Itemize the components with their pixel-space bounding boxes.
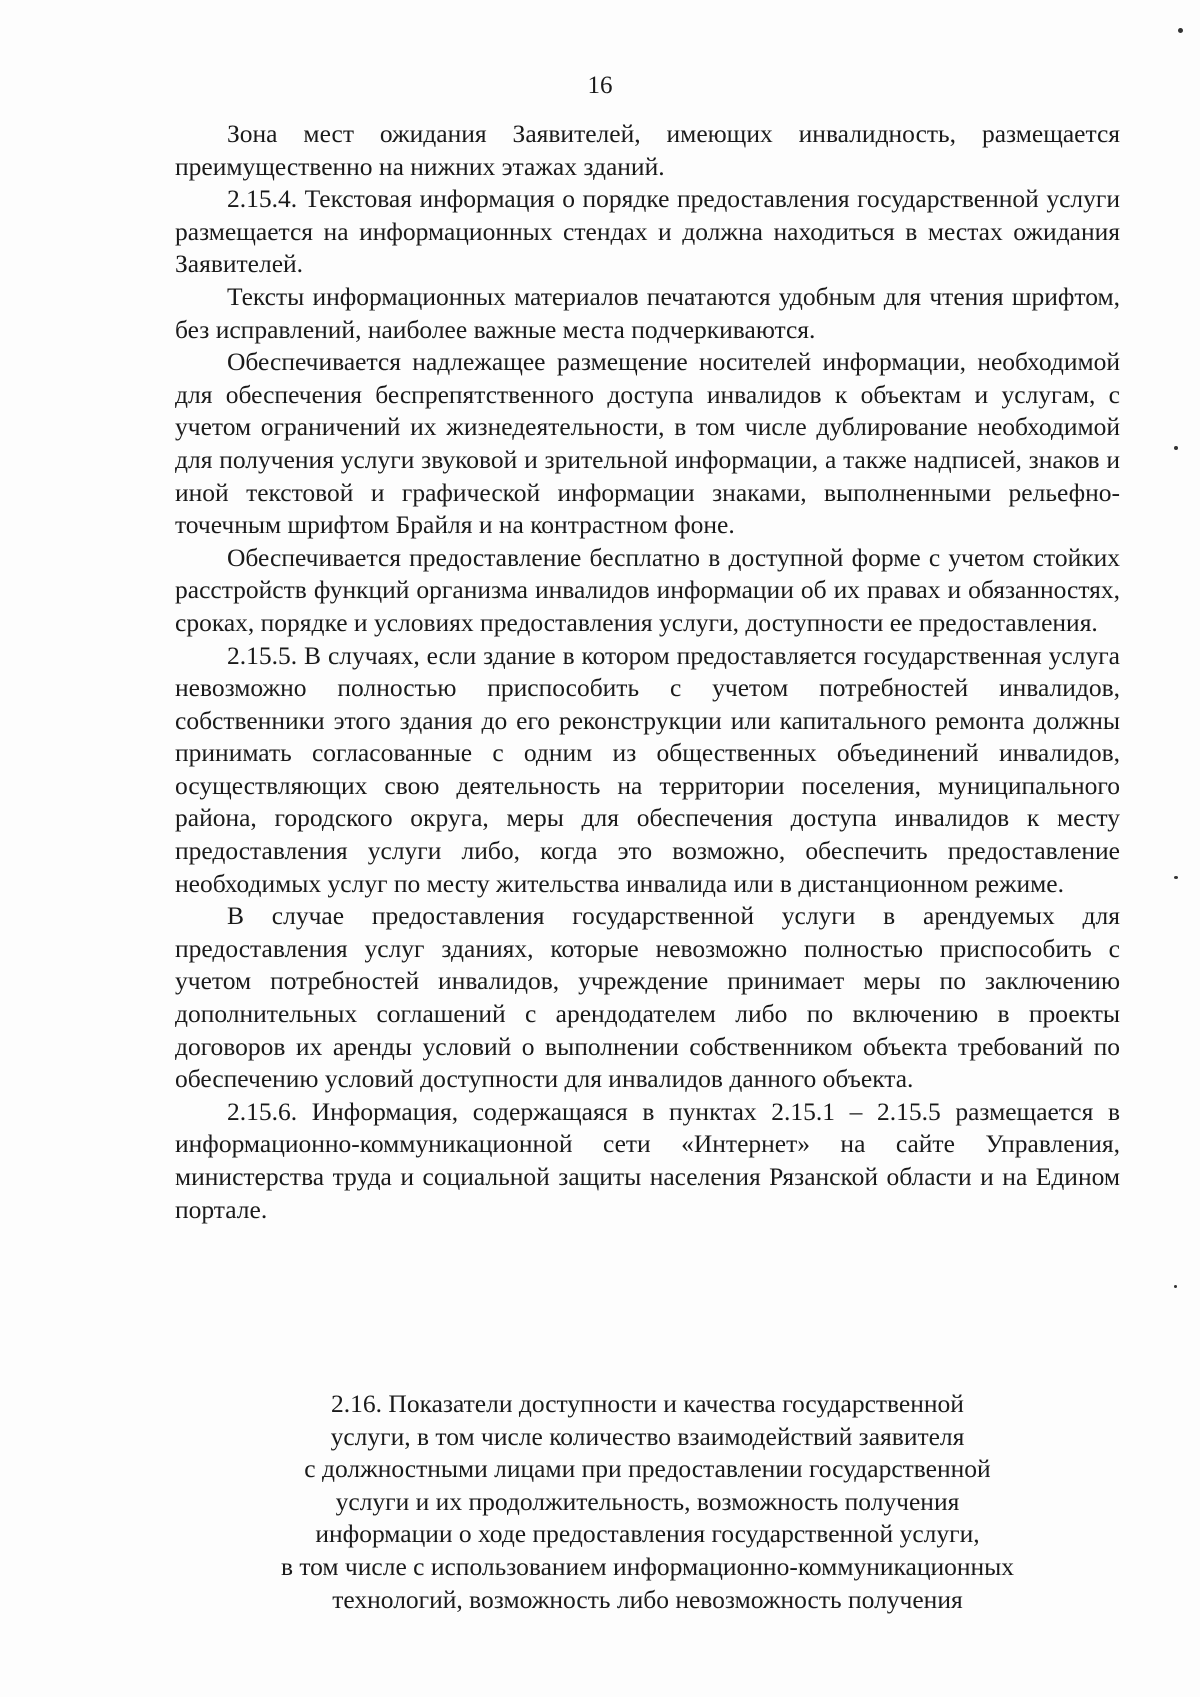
scan-speck [1178, 28, 1183, 33]
body-text [175, 118, 1120, 1226]
heading-line: услуги, в том числе количество взаимодействий заявителя [330, 1421, 965, 1451]
scan-speck [1174, 1285, 1177, 1288]
paragraph-2-15-6: 2.15.6. Информация, содержащаяся в пунктах 2.15.1 – 2.15.5 размещается в информационно-коммуникационной сети «Интернет» на сайте Управления, министерства труда и социальной защиты населения Рязанской области и на Едином портале. [175, 1096, 1120, 1224]
paragraph-2-15-5: 2.15.5. В случаях, если здание в котором предоставляется государственная услуга невозможно полностью приспособить с учетом потребностей инвалидов, собственники этого здания до его реконструкции или капитального ремонта должны принимать согласованные с одним из общественных объединений инвалидов, осуществляющих свою деятельность на территории поселения, муниципального района, городского округа, меры для обеспечения доступа инвалидов к месту предоставления услуги либо, когда это возможно, обеспечить предоставление необходимых услуг по месту жительства инвалида или в дистанционном режиме. [175, 640, 1120, 898]
heading-line: в том числе с использованием информационно-коммуникационных [280, 1551, 1015, 1581]
scan-speck [1174, 876, 1178, 879]
heading-line: информации о ходе предоставления государственной услуги, [315, 1519, 980, 1549]
paragraph-rented-buildings: В случае предоставления государственной услуги в арендуемых для предоставления услуг зданиях, которые невозможно полностью приспособить с учетом потребностей инвалидов, учреждение принимает меры по заключению дополнительных соглашений с арендодателем либо по включению в проекты договоров их аренды условий о выполнении собственником объекта требований по обеспечению условий доступности для инвалидов данного объекта. [175, 901, 1120, 1094]
page-number: 16 [587, 72, 613, 99]
scan-speck [1174, 446, 1178, 450]
paragraph-info-carriers: Обеспечивается надлежащее размещение носителей информации, необходимой для обеспечения беспрепятственного доступа инвалидов к объектам и услугам, с учетом ограничений их жизнедеятельности, в том числе дублирование необходимой для получения услуги звуковой и зрительной информации, а также надписей, знаков и иной текстовой и графической информации знаками, выполненными рельефно-точечным шрифтом Брайля и на контрастном фоне. [175, 347, 1120, 540]
paragraph-info-materials: Тексты информационных материалов печатаются удобным для чтения шрифтом, без исправлений, наиболее важные места подчеркиваются. [175, 281, 1120, 344]
heading-line: с должностными лицами при предоставлении государственной [304, 1454, 991, 1484]
heading-line: 2.16. Показатели доступности и качества государственной [331, 1389, 964, 1418]
section-heading-2-16 [175, 1388, 1120, 1616]
paragraph-2-15-4: 2.15.4. Текстовая информация о порядке предоставления государственной услуги размещается на информационных стендах и должна находиться в местах ожидания Заявителей. [175, 184, 1120, 279]
paragraph-free-provision: Обеспечивается предоставление бесплатно в доступной форме с учетом стойких расстройств функций организма инвалидов информации об их правах и обязанностях, сроках, порядке и условиях предоставления услуги, доступности ее предоставления. [175, 542, 1120, 637]
heading-line: услуги и их продолжительность, возможность получения [335, 1486, 960, 1516]
paragraph-waiting-zone: Зона мест ожидания Заявителей, имеющих инвалидность, размещается преимущественно на нижних этажах зданий. [175, 119, 1120, 181]
heading-line: технологий, возможность либо невозможность получения [332, 1584, 963, 1614]
